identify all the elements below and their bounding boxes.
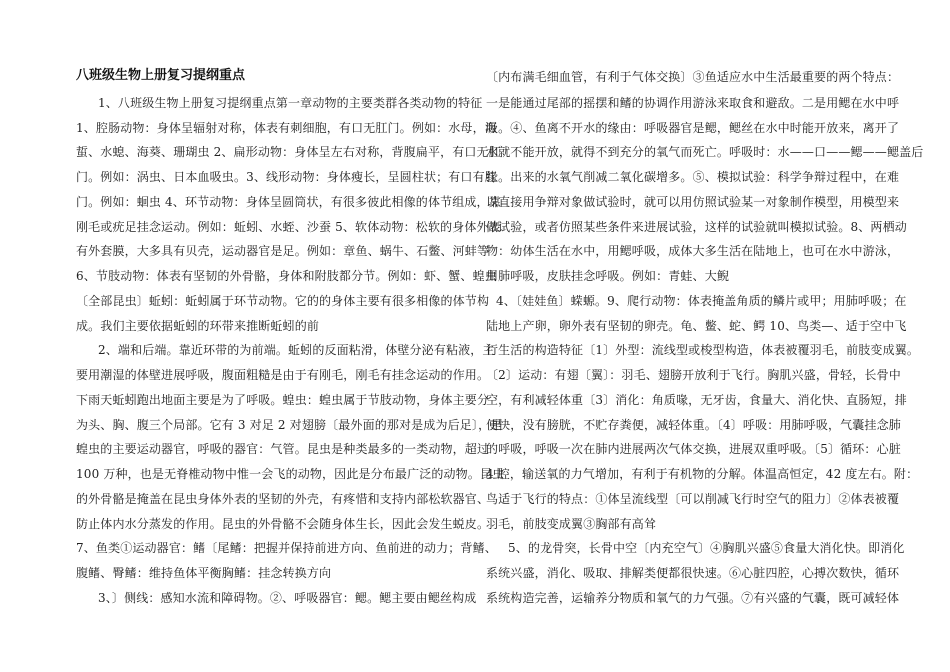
document-title: 八班级生物上册复习提纲重点 [76, 68, 246, 83]
text-line: 蝗虫的主要运动器官，呼吸的器官：气管。昆虫是种类最多的一类动物，超过 [76, 442, 490, 456]
text-line: 为头、胸、腹三个局部。它有 3 对足 2 对翅膀〔最外面的那对是成为后足〕，是 [76, 418, 503, 432]
text-line: 的外骨骼是掩盖在昆虫身体外表的坚韧的外壳，有疼惜和支持内部松软器官、 [76, 492, 490, 506]
text-line: 〔2〕运动：有翅〔翼〕：羽毛、翅膀开放利于飞行。胸肌兴盛，骨轻，长骨中 [486, 368, 901, 382]
text-line: 吸。④、鱼离不开水的缘由：呼吸器官是鳃，鳃丝在水中时能开放来，离开了 [486, 121, 900, 135]
text-line: 蜇、水螅、海葵、珊瑚虫 2、扁形动物：身体呈左右对称，背腹扁平，有口无肛 [76, 145, 501, 159]
text-line: 用肺呼吸，皮肤挂念呼吸。例如：青蛙、大鲵 [486, 269, 730, 283]
text-line: 便快，没有膀胱，不贮存粪便，减轻体重。〔4〕呼吸：用肺呼吸，气囊挂念肺 [486, 418, 901, 432]
text-line: 防止体内水分蒸发的作用。昆虫的外骨骼不会随身体生长，因此会发生蜕皮。 [76, 517, 490, 531]
text-line: 100 万种，也是无脊椎动物中惟一会飞的动物，因此是分布最广泛的动物。昆虫 [76, 467, 505, 481]
text-line: 下雨天蚯蚓跑出地面主要是为了呼吸。蝗虫：蝗虫属于节肢动物，身体主要分 [76, 393, 490, 407]
text-line: 有外套膜，大多具有贝壳，运动器官是足。例如：章鱼、蜗牛、石鳖、河蚌等 [76, 244, 490, 258]
text-line: 2、端和后端。靠近环带的为前端。蚯蚓的反面粘滑，体壁分泌有粘液，主 [98, 343, 495, 357]
text-line: 1、腔肠动物：身体呈辐射对称，体表有刺细胞，有口无肛门。例如：水母，海 [76, 121, 497, 135]
text-line: 以直接用争辩对象做试验时，就可以用仿照试验某一对象制作模型，用模型来 [486, 195, 900, 209]
text-line: 系统构造完善，运输养分物质和氧气的力气强。⑦有兴盛的气囊，既可减轻体 [486, 591, 900, 605]
text-line: 刚毛或疣足挂念运动。例如：蚯蚓、水蛭、沙蚕 5、软体动物：松软的身体外表 [76, 220, 501, 234]
text-line: 做试验，或者仿照某些条件来进展试验，这样的试验就叫模拟试验。8、两栖动 [486, 220, 907, 234]
text-line: 〔全部昆虫〕蚯蚓：蚯蚓属于环节动物。它的的身体主要有很多相像的体节构 [76, 294, 490, 308]
text-line: 7、鱼类①运动器官：鳍〔尾鳍：把握并保持前进方向、鱼前进的动力；背鳍、 [76, 541, 497, 555]
text-line: 要用潮湿的体壁进展呼吸，腹面粗糙是由于有刚毛，刚毛有挂念运动的作用。 [76, 368, 490, 382]
text-line: 系统兴盛，消化、吸取、排解类便都很快速。⑥心脏四腔，心搏次数快，循环 [486, 566, 900, 580]
text-line: 〔内布满毛细血管，有利于气体交换〕③鱼适应水中生活最重要的两个特点： [486, 70, 900, 84]
text-line: 羽毛，前肢变成翼③胸部有高耸 [486, 517, 657, 531]
text-line: 一是能通过尾部的摇摆和鳍的协调作用游泳来取食和避敌。二是用鳃在水中呼 [486, 96, 900, 110]
text-line: 门。例如：涡虫、日本血吸虫。3、线形动物：身体瘦长，呈圆柱状；有口有肛 [76, 170, 497, 184]
text-line: 行生活的构造特征〔1〕外型：流线型或梭型构造，体表被覆羽毛，前肢变成翼。 [486, 343, 920, 357]
text-line: 5、的龙骨突，长骨中空〔内充空气〕④胸肌兴盛⑤食量大消化快。即消化 [508, 541, 905, 555]
text-line: 缘。出来的水氧气削减二氧化碳增多。⑤、模拟试验：科学争辩过程中，在难 [486, 170, 900, 184]
text-line: 物：幼体生活在水中，用鳃呼吸，成体大多生活在陆地上，也可在水中游泳， [486, 244, 900, 258]
text-line: 空，有利减轻体重〔3〕消化：角质喙，无牙齿，食量大、消化快、直肠短，排 [486, 393, 907, 407]
text-line: 水就不能开放，就得不到充分的氧气而死亡。呼吸时：水——口——鳃——鳃盖后 [486, 145, 924, 159]
text-line: 3、〕侧线：感知水流和障碍物。②、呼吸器官：鳃。鳃主要由鳃丝构成 [98, 591, 477, 605]
text-line: 1、八班级生物上册复习提纲重点第一章动物的主要类群各类动物的特征 [98, 96, 483, 110]
text-line: 门。例如：蛔虫 4、环节动物：身体呈圆筒状，有很多彼此相像的体节组成，靠 [76, 195, 501, 209]
text-line: 成。我们主要依据蚯蚓的环带来推断蚯蚓的前 [76, 319, 320, 333]
text-line: 陆地上产卵，卵外表有坚韧的卵壳。龟、鳖、蛇、鳄 10、鸟类—、适于空中飞 [486, 319, 907, 333]
text-line: 4 腔，输送氧的力气增加，有利于有机物的分解。体温高恒定，42 度左右。附： [486, 467, 919, 481]
text-line: 的呼吸，呼吸一次在肺内进展两次气体交换，进展双重呼吸。〔5〕循环：心脏 [486, 442, 901, 456]
text-line: 6、节肢动物：体表有坚韧的外骨骼，身体和附肢都分节。例如：虾、蟹、蝗虫 [76, 269, 497, 283]
text-line: 鸟适于飞行的特点：①体呈流线型〔可以削减飞行时空气的阻力〕②体表被覆 [486, 492, 900, 506]
text-line: 4、〔娃娃鱼〕蝾螈。9、爬行动物：体表掩盖角质的鳞片或甲；用肺呼吸；在 [496, 294, 907, 308]
text-line: 腹鳍、臀鳍：维持鱼体平衡胸鳍：挂念转换方向 [76, 566, 332, 580]
